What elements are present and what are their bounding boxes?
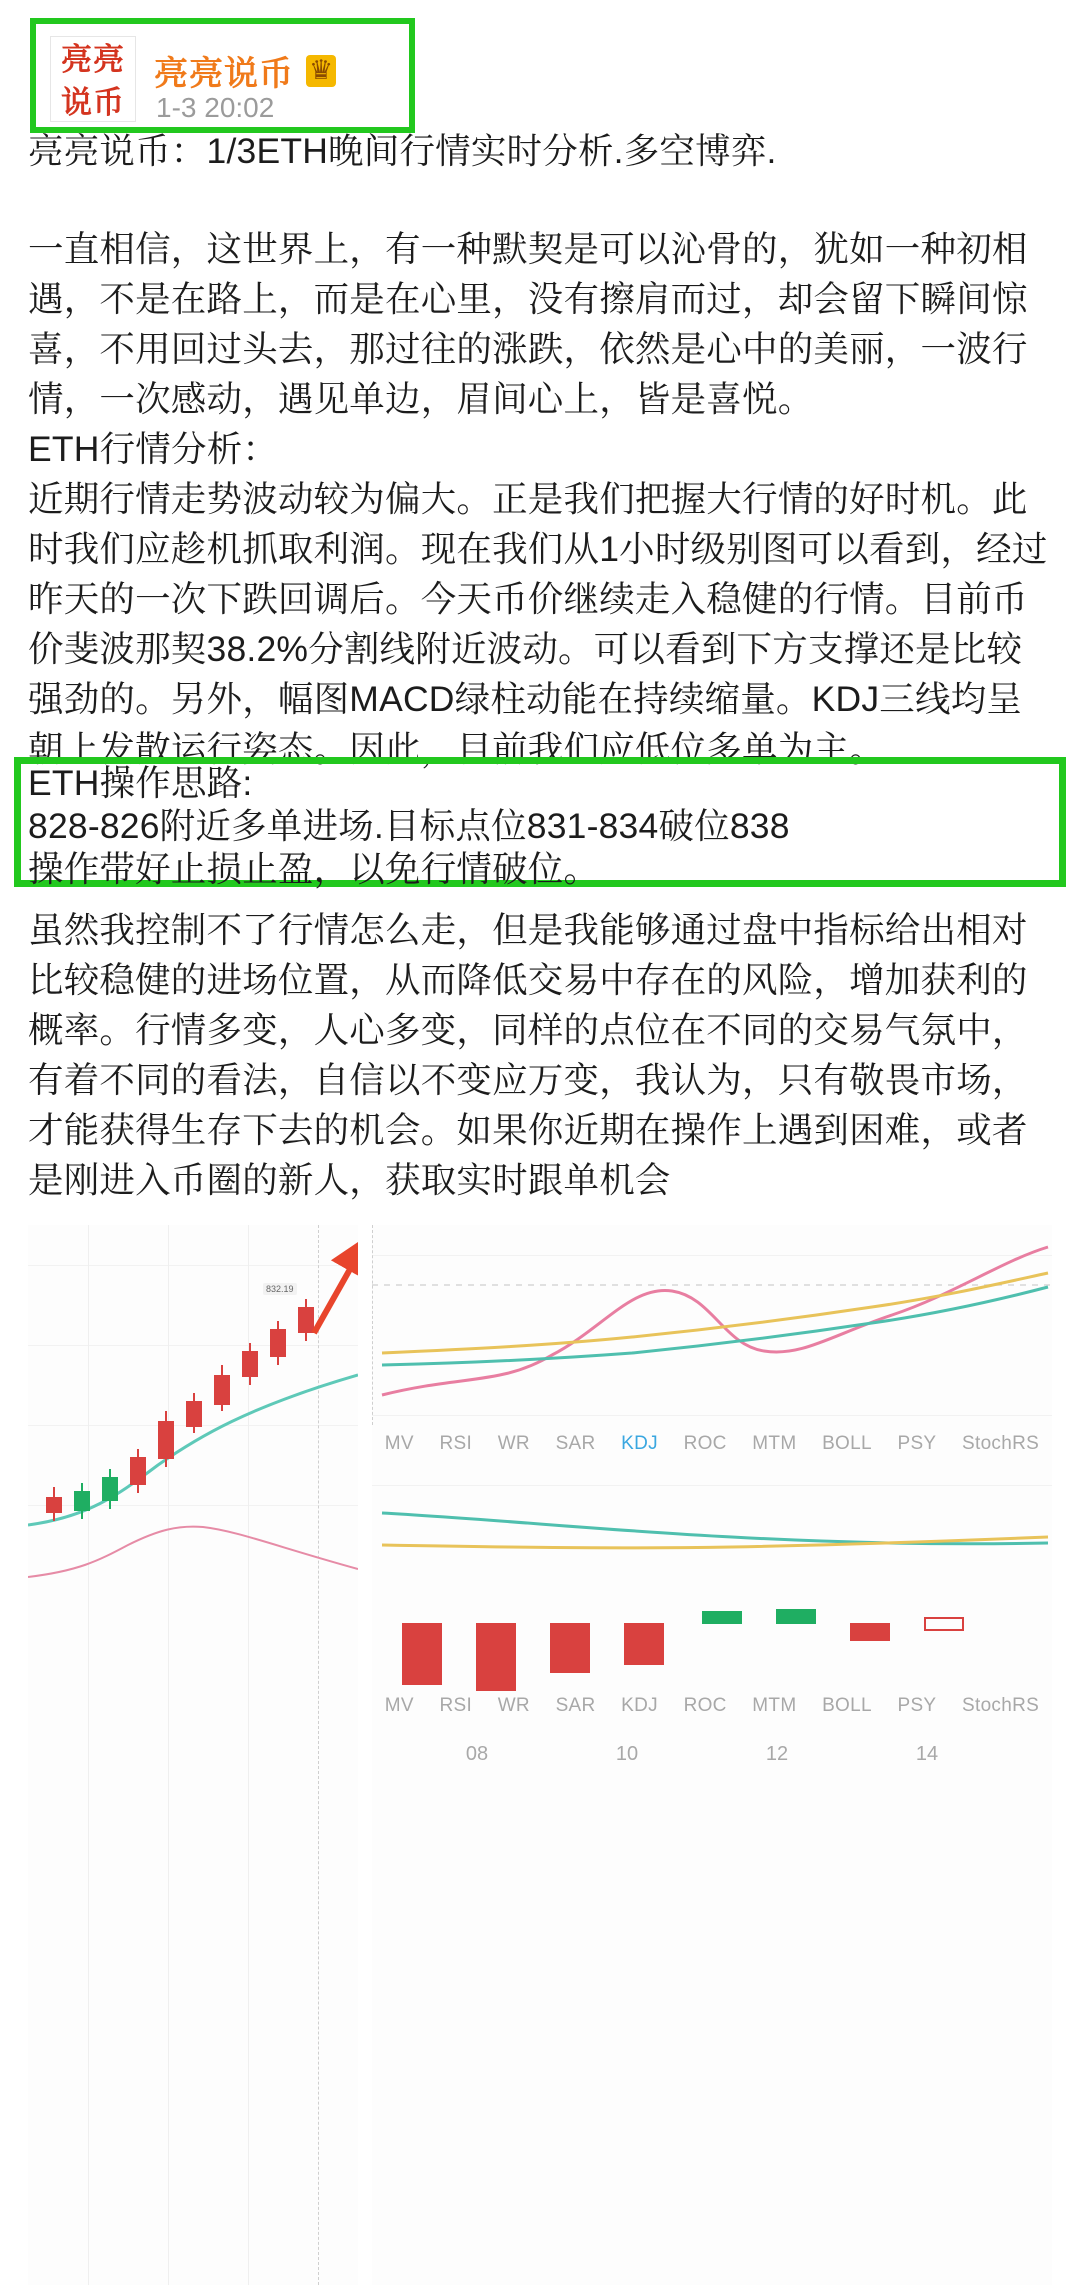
- indicator-tab-roc-2[interactable]: ROC: [683, 1695, 727, 1716]
- up-arrow-annotation: [28, 1225, 358, 1425]
- operation-plan: [28, 762, 1052, 891]
- x-tick-2: 10: [615, 1743, 639, 1765]
- indicator-charts[interactable]: [372, 1225, 1052, 2285]
- indicator-tab-sar-2[interactable]: SAR: [555, 1695, 596, 1716]
- macd-bar: [850, 1623, 890, 1641]
- x-tick-3: 12: [765, 1743, 789, 1765]
- indicator-tab-sar[interactable]: SAR: [555, 1433, 596, 1454]
- indicator-tab-wr-2[interactable]: WR: [497, 1695, 530, 1716]
- post-paragraph-1: 一直相信，这世界上，有一种默契是可以沁骨的，犹如一种初相遇，不是在路上，而是在心里，没有擦肩而过，却会留下瞬间惊喜，不用回过头去，那过往的涨跌，依然是心中的美丽，一波行情，一次感动，遇见单边，眉间心上，皆是喜悦。: [28, 229, 1028, 419]
- post-paragraph-3: 虽然我控制不了行情怎么走，但是我能够通过盘中指标给出相对比较稳健的进场位置，从而降低交易中存在的风险，增加获利的概率。行情多变，人心多变，同样的点位在不同的交易气氛中，有着不同的看法，自信以不变应万变，我认为，只有敬畏市场，才能获得生存下去的机会。如果你近期在操作上遇到困难，或者是刚进入币圈的新人，获取实时跟单机会: [28, 910, 1028, 1200]
- post-body: [28, 126, 1052, 774]
- macd-bar: [402, 1623, 442, 1685]
- operation-title: ETH操作思路:: [28, 763, 253, 803]
- indicator-tabs-top[interactable]: [372, 1433, 1052, 1455]
- kdj-lines: [372, 1225, 1052, 1425]
- crown-icon: ♛: [306, 55, 336, 87]
- indicator-tab-stochrs-2[interactable]: StochRS: [962, 1695, 1040, 1716]
- indicator-tab-boll-2[interactable]: BOLL: [822, 1695, 872, 1716]
- operation-entry-line: 828-826附近多单进场.目标点位831-834破位838: [28, 806, 790, 846]
- post-paragraph-2: 近期行情走势波动较为偏大。正是我们把握大行情的好时机。此时我们应趁机抓取利润。现在我们从1小时级别图可以看到，经过昨天的一次下跌回调后。今天币价继续走入稳健的行情。目前币价斐波那契38.2%分割线附近波动。可以看到下方支撑还是比较强劲的。另外，幅图MACD绿柱动能在持续缩量。KDJ三线均呈朝上发散运行姿态。因此，目前我们应低位多单为主。: [28, 479, 1048, 769]
- indicator-tab-roc[interactable]: ROC: [683, 1433, 727, 1454]
- author-row: [154, 46, 336, 95]
- x-tick-1: 08: [465, 1743, 489, 1765]
- macd-bar: [476, 1623, 516, 1691]
- post-body-closing: [28, 905, 1052, 1205]
- macd-bar: [776, 1609, 816, 1624]
- indicator-tab-rsi[interactable]: RSI: [439, 1433, 473, 1454]
- post-title: 亮亮说币：1/3ETH晚间行情实时分析.多空博弈.: [28, 131, 777, 171]
- post-header-card: [30, 18, 415, 133]
- macd-bar: [550, 1623, 590, 1673]
- indicator-tab-psy-2[interactable]: PSY: [897, 1695, 937, 1716]
- candlestick-chart[interactable]: [28, 1225, 358, 2285]
- indicator-tab-kdj-2[interactable]: KDJ: [621, 1695, 658, 1716]
- avatar[interactable]: [50, 36, 136, 122]
- spacer: [28, 176, 1052, 224]
- indicator-tab-rsi-2[interactable]: RSI: [439, 1695, 473, 1716]
- charts-row: [28, 1225, 1052, 2285]
- indicator-tab-boll[interactable]: BOLL: [822, 1433, 872, 1454]
- indicator-tab-wr[interactable]: WR: [497, 1433, 530, 1454]
- indicator-tab-mv[interactable]: MV: [384, 1433, 414, 1454]
- indicator-tab-mtm-2[interactable]: MTM: [752, 1695, 797, 1716]
- indicator-tab-mtm[interactable]: MTM: [752, 1433, 797, 1454]
- indicator-tab-psy[interactable]: PSY: [897, 1433, 937, 1454]
- author-name[interactable]: 亮亮说币: [154, 55, 294, 93]
- indicator-tabs-bottom[interactable]: [372, 1695, 1052, 1717]
- operation-risk-line: 操作带好止损止盈，以免行情破位。: [28, 849, 600, 889]
- indicator-tab-mv-2[interactable]: MV: [384, 1695, 414, 1716]
- post-timestamp: 1-3 20:02: [156, 92, 275, 123]
- macd-lines: [372, 1475, 1052, 1595]
- x-tick-4: 14: [915, 1743, 939, 1765]
- price-label: 832.19: [263, 1283, 297, 1295]
- avatar-line-1: 亮亮: [61, 42, 125, 77]
- x-axis-ticks: [402, 1743, 1002, 1766]
- post-section-title-analysis: ETH行情分析：: [28, 429, 279, 469]
- macd-bar: [924, 1617, 964, 1631]
- avatar-line-2: 说币: [61, 85, 125, 120]
- macd-bar: [624, 1623, 664, 1665]
- indicator-tab-kdj[interactable]: KDJ: [621, 1433, 658, 1454]
- macd-bar: [702, 1611, 742, 1624]
- indicator-tab-stochrs[interactable]: StochRS: [962, 1433, 1040, 1454]
